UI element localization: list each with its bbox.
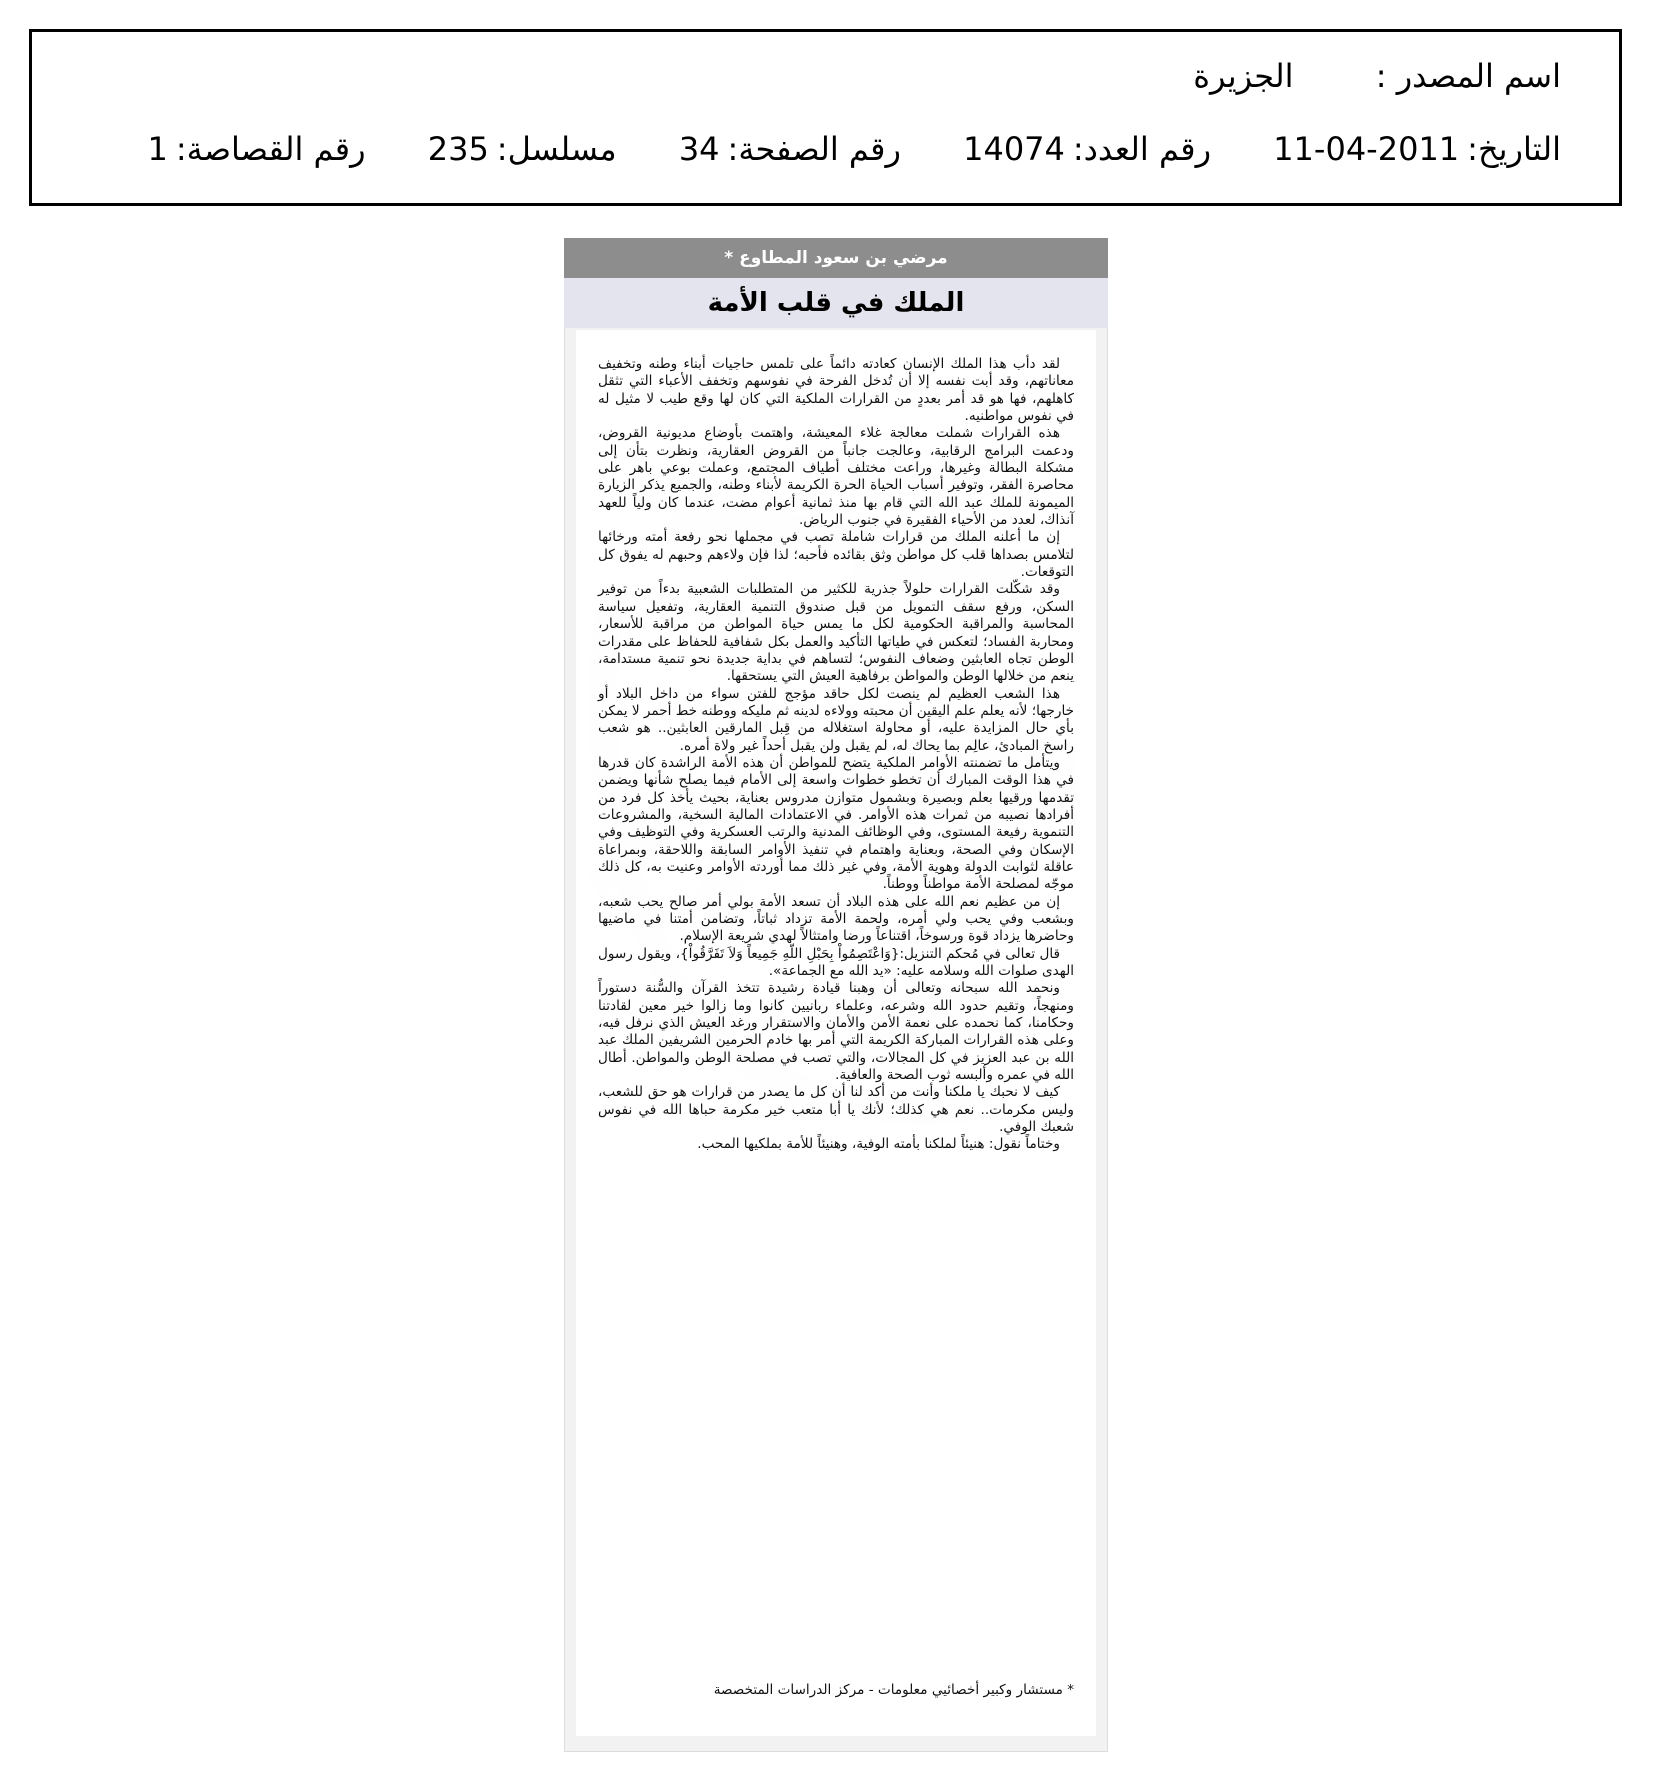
page-value: 34 bbox=[678, 130, 720, 168]
source-row bbox=[1193, 57, 1561, 95]
article-body bbox=[598, 356, 1074, 1154]
issue-label: رقم العدد: bbox=[1072, 130, 1212, 168]
issue-field bbox=[963, 130, 1211, 168]
source-label: اسم المصدر : bbox=[1375, 57, 1561, 95]
article-paragraph: هذا الشعب العظيم لم ينصت لكل حاقد مؤجج للفتن سواء من داخل البلاد أو خارجها؛ لأنه يعلم علم اليقين أن محبته وولاءه لدينه ثم مليكه ووطنه خط أحمر لا يمكن بأي حال المزايدة عليه، أو محاولة استغلاله من قِبل المارقين العابثين.. هو شعب راسخ المبادئ، عالِم بما يحاك له، لم يقبل ولن يقبل أحداً غير ولاة أمره. bbox=[598, 685, 1074, 754]
page-field bbox=[679, 130, 901, 168]
date-field bbox=[1273, 130, 1561, 168]
article-paragraph: قال تعالى في مُحكم التنزيل:{وَاعْتَصِمُواْ بِحَبْلِ اللّهِ جَمِيعاً وَلاَ تَفَرَّقُواْ}، ويقول رسول الهدى صلوات الله وسلامه عليه: «يد الله مع الجماعة». bbox=[598, 945, 1074, 980]
article-paragraph: هذه القرارات شملت معالجة غلاء المعيشة، واهتمت بأوضاع مديونية القروض، ودعمت البرامج الرقابية، وعالجت جانباً من القروض العقارية، ونظرت بتأن إلى مشكلة البطالة وغيرها، وراعت مختلف أطياف المجتمع، وعملت بوعي باهر على محاصرة الفقر، وتوفير أسباب الحياة الحرة الكريمة لأبناء وطنه، والجميع يذكر الزيارة الميمونة للملك عبد الله التي قام بها منذ ثمانية أعوام مضت، عندما كان ولياً للعهد آنذاك، لعدد من الأحياء الفقيرة في جنوب الرياض. bbox=[598, 425, 1074, 529]
date-value: 2011-04-11 bbox=[1273, 130, 1460, 168]
metadata-row bbox=[148, 130, 1561, 168]
clip-number-value: 1 bbox=[147, 130, 168, 168]
article-paragraph: وختاماً نقول: هنيئاً لملكنا بأمته الوفية، وهنيئاً للأمة بملكيها المحب. bbox=[697, 1136, 1060, 1153]
page-label: رقم الصفحة: bbox=[727, 130, 901, 168]
author-byline: مرضي بن سعود المطاوع * bbox=[564, 238, 1108, 278]
article-paragraph: وقد شكّلت القرارات حلولاً جذرية للكثير من المتطلبات الشعبية بدءاً من توفير السكن، ورفع سقف التمويل من قبل صندوق التنمية العقارية، وتفعيل سياسة المحاسبة والمراقبة الحكومية لكل ما يمس حياة المواطن من مراقبة للأسعار، ومحاربة الفساد؛ لتعكس في طياتها التأكيد والعمل بكل شفافية للحفاظ على مقدرات الوطن تجاه العابثين وضعاف النفوس؛ لتساهم في بداية جديدة نحو تنمية مستدامة، ينعم من خلالها الوطن والمواطن برفاهية العيش التي يستحقها. bbox=[598, 581, 1074, 685]
clipping-info-box bbox=[29, 29, 1622, 206]
source-value: الجزيرة bbox=[1193, 57, 1294, 95]
article-paragraph: إن من عظيم نعم الله على هذه البلاد أن تسعد الأمة بولي أمر صالح يحب شعبه، وبشعب وفي يحب ولي أمره، ولحمة الأمة تزداد ثباتاً، وتضامن أمتنا في ماضيها وحاضرها يزداد قوة ورسوخاً، اقتناعاً ورضا وامتثالاً لهدي شريعة الإسلام. bbox=[598, 893, 1074, 945]
serial-label: مسلسل: bbox=[496, 130, 617, 168]
article-paragraph: كيف لا نحبك يا ملكنا وأنت من أكد لنا أن كل ما يصدر من قرارات هو حق للشعب، وليس مكرمات.. نعم هي كذلك؛ لأنك يا أبا متعب خير مكرمة حباها الله في نفوس شعبك الوفي. bbox=[598, 1084, 1074, 1136]
article-title: الملك في قلب الأمة bbox=[564, 278, 1108, 328]
clip-number-label: رقم القصاصة: bbox=[175, 130, 366, 168]
article-paragraph: ويتأمل ما تضمنته الأوامر الملكية يتضح للمواطن أن هذه الأمة الراشدة كان قدرها في هذا الوقت المبارك أن تخطو خطوات واسعة إلى الأمام فيما يصلح شأنها ويضمن تقدمها ورقيها بعلم وبصيرة وبشمول متوازن مدروس بعناية، بحيث يأخذ كل فرد من أفرادها نصيبه من ثمرات هذه الأوامر. في الاعتمادات المالية السخية، والمشروعات التنموية رفيعة المستوى، وفي الوظائف المدنية والرتب العسكرية وفي التوظيف وفي الإسكان وفي الصحة، وبعناية واهتمام في تنفيذ الأوامر السابقة واللاحقة، وبمراعاة عاقلة لثوابت الدولة وهوية الأمة، وفي غير ذلك مما أوردته الأوامر وعنيت به، كل ذلك موجّه لمصلحة الأمة مواطناً ووطناً. bbox=[598, 754, 1074, 893]
issue-value: 14074 bbox=[963, 130, 1065, 168]
article-paragraph: لقد دأب هذا الملك الإنسان كعادته دائماً على تلمس حاجيات أبناء وطنه وتخفيف معاناتهم، وقد أبت نفسه إلا أن تُدخل الفرحة في نفوسهم وتخفف الأعباء التي تثقل كاهلهم، فها هو قد أمر بعددٍ من القرارات الملكية التي كان لها وقع طيب لا مثيل له في نفوس مواطنيه. bbox=[598, 356, 1074, 425]
serial-field bbox=[428, 130, 617, 168]
clip-number-field bbox=[148, 130, 366, 168]
date-label: التاريخ: bbox=[1467, 130, 1561, 168]
article-paragraph: ونحمد الله سبحانه وتعالى أن وهبنا قيادة رشيدة تتخذ القرآن والسُّنة دستوراً ومنهجاً، وتقيم حدود الله وشرعه، وعلماء ربانيين كانوا وما زالوا خير معين لقادتنا وحكامنا، كما نحمده على نعمة الأمن والأمان والاستقرار ورغد العيش الذي نرفل فيه، وعلى هذه القرارات المباركة الكريمة التي أمر بها خادم الحرمين الشريفين الملك عبد الله بن عبد العزيز في كل المجالات، والتي تصب في مصلحة الوطن والمواطن. أطال الله في عمره وألبسه ثوب الصحة والعافية. bbox=[598, 980, 1074, 1084]
author-footnote: * مستشار وكبير أخصائيي معلومات - مركز الدراسات المتخصصة bbox=[713, 1682, 1074, 1698]
serial-value: 235 bbox=[427, 130, 489, 168]
article-paragraph: إن ما أعلنه الملك من قرارات شاملة تصب في مجملها نحو رفعة أمته ورخائها لتلامس بصداها قلب كل مواطن وثق بقائده فأحبه؛ لذا فإن ولاءهم وحبهم له يفوق كل التوقعات. bbox=[598, 529, 1074, 581]
